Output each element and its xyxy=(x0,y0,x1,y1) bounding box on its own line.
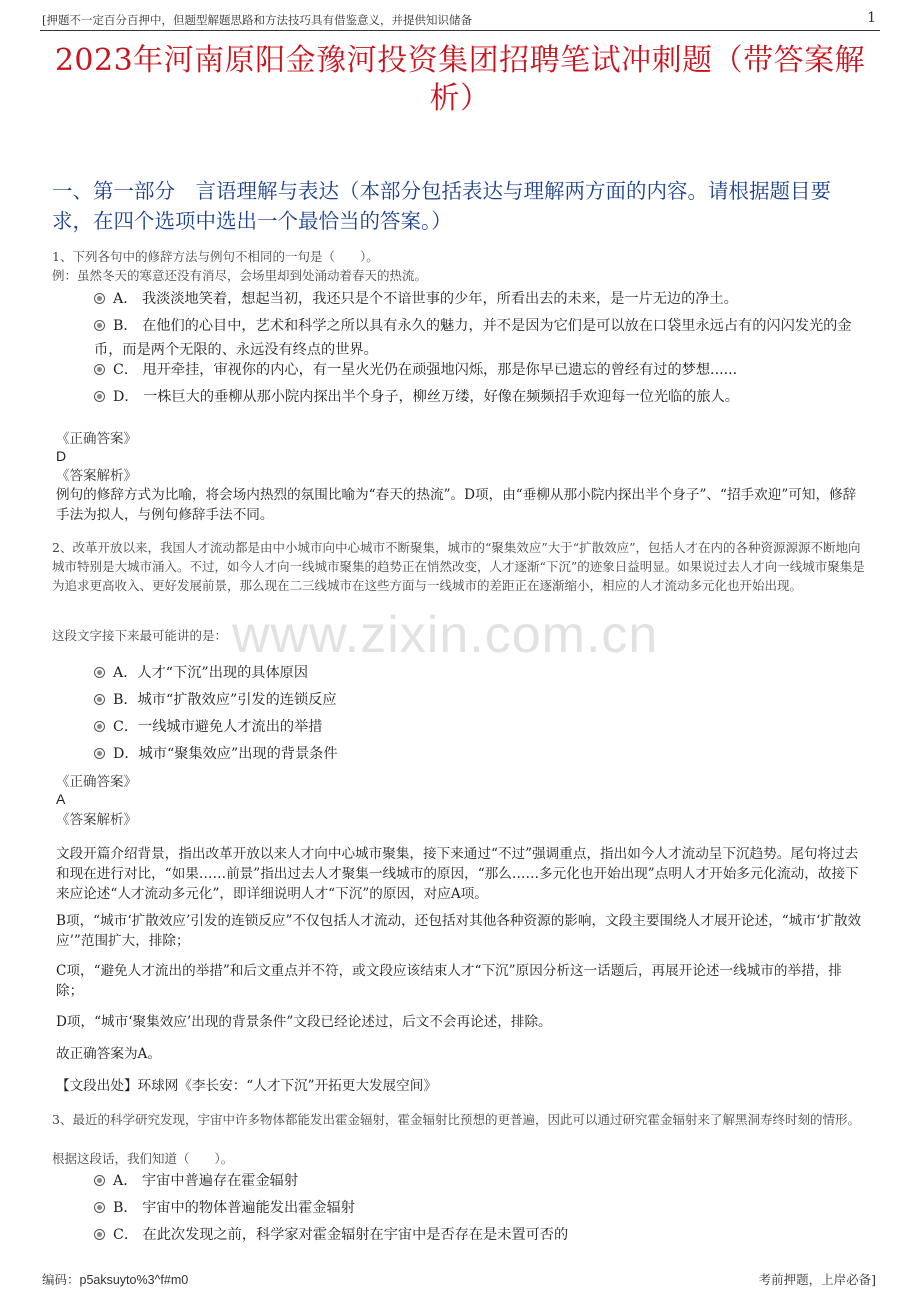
q1-option-a[interactable]: A． 我淡淡地笑着，想起当初，我还只是个不谙世事的少年，所看出去的未来，是一片无边的净土。 xyxy=(94,287,738,311)
q2-analysis-p3: C项，“避免人才流出的举措”和后文重点并不符，或文段应该结束人才“下沉”原因分析这一话题后，再展开论述一线城市的举措，排除； xyxy=(56,963,842,999)
q2-option-d[interactable]: D．城市“聚集效应”出现的背景条件 xyxy=(94,742,338,766)
radio-icon[interactable] xyxy=(94,721,105,732)
q3-option-a[interactable]: A． 宇宙中普遍存在霍金辐射 xyxy=(94,1169,298,1193)
q1-option-c[interactable]: C． 甩开牵挂，审视你的内心，有一星火光仍在顽强地闪烁，那是你早已遗忘的曾经有过的梦想...... xyxy=(94,358,737,382)
q2-answer: A xyxy=(56,791,66,807)
q2-analysis-p2: B项，“城市‘扩散效应’引发的连锁反应”不仅包括人才流动，还包括对其他各种资源的影响，文段主要围绕人才展开论述，“城市‘扩散效应’”范围扩大，排除； xyxy=(56,913,862,949)
radio-icon[interactable] xyxy=(94,293,105,304)
q3-option-b[interactable]: B． 宇宙中的物体普遍能发出霍金辐射 xyxy=(94,1196,355,1220)
q1-example: 例：虽然冬天的寒意还没有消尽，会场里却到处涌动着春天的热流。 xyxy=(52,268,428,283)
radio-icon[interactable] xyxy=(94,1175,105,1186)
q2-analysis-conclusion: 故正确答案为A。 xyxy=(56,1046,161,1062)
q1-stem: 1、下列各句中的修辞方法与例句不相同的一句是（ ）。 xyxy=(52,249,379,264)
q2-analysis-label: 《答案解析》 xyxy=(56,812,137,828)
q2-option-c[interactable]: C．一线城市避免人才流出的举措 xyxy=(94,715,322,739)
q1-answer: D xyxy=(56,448,67,464)
radio-icon[interactable] xyxy=(94,320,105,331)
q3-option-c[interactable]: C． 在此次发现之前，科学家对霍金辐射在宇宙中是否存在是未置可否的 xyxy=(94,1223,568,1247)
q2-source: 【文段出处】环球网《李长安：“人才下沉”开拓更大发展空间》 xyxy=(56,1078,437,1094)
q1-analysis-label: 《答案解析》 xyxy=(56,468,137,484)
q2-answer-label: 《正确答案》 xyxy=(56,774,137,790)
watermark: www.zixin.com.cn xyxy=(232,606,659,664)
radio-icon[interactable] xyxy=(94,391,105,402)
q2-analysis-p1: 文段开篇介绍背景，指出改革开放以来人才向中心城市聚集，接下来通过“不过”强调重点，指出如今人才流动呈下沉趋势。尾句将过去和现在进行对比，“如果……前景”指出过去人才聚集一线城市的原因，“那么……多元化也开始出现”点明人才开始多元化流动，故接下来应论述“人才流动多元化”，即详细说明人才“下沉”的原因，对应A项。 xyxy=(56,846,859,902)
q2-option-b[interactable]: B．城市“扩散效应”引发的连锁反应 xyxy=(94,688,337,712)
section-heading: 一、第一部分 言语理解与表达（本部分包括表达与理解两方面的内容。请根据题目要求，在四个选项中选出一个最恰当的答案。） xyxy=(52,179,831,233)
q2-analysis-p4: D项，“城市‘聚集效应’出现的背景条件”文段已经论述过，后文不会再论述，排除。 xyxy=(56,1014,552,1030)
q1-option-d[interactable]: D． 一株巨大的垂柳从那小院内探出半个身子，柳丝万缕，好像在频频招手欢迎每一位光临的旅人。 xyxy=(94,385,739,409)
q3-stem: 3、最近的科学研究发现，宇宙中许多物体都能发出霍金辐射，霍金辐射比预想的更普遍，因此可以通过研究霍金辐射来了解黑洞寿终时刻的情形。 xyxy=(52,1112,860,1127)
header-divider xyxy=(40,30,880,31)
radio-icon[interactable] xyxy=(94,748,105,759)
footer-code: 编码：p5aksuyto%3^f#m0 xyxy=(42,1273,189,1287)
header-disclaimer: [押题不一定百分百押中，但题型解题思路和方法技巧具有借鉴意义，并提供知识储备 xyxy=(42,13,472,27)
footer-slogan: 考前押题，上岸必备] xyxy=(758,1272,876,1287)
radio-icon[interactable] xyxy=(94,694,105,705)
q1-option-b[interactable]: B． 在他们的心目中，艺术和科学之所以具有永久的魅力，并不是因为它们是可以放在口袋里永远占有的闪闪发光的金币，而是两个无限的、永远没有终点的世界。 xyxy=(94,318,852,358)
q3-question: 根据这段话，我们知道（ ）。 xyxy=(52,1151,234,1166)
q1-analysis: 例句的修辞方式为比喻，将会场内热烈的氛围比喻为“春天的热流”。D项，由“垂柳从那小院内探出半个身子”、“招手欢迎”可知，修辞手法为拟人，与例句修辞手法不同。 xyxy=(56,487,857,523)
q2-option-a[interactable]: A．人才“下沉”出现的具体原因 xyxy=(94,661,308,685)
radio-icon[interactable] xyxy=(94,1229,105,1240)
q1-answer-label: 《正确答案》 xyxy=(56,431,137,447)
q2-stem: 2、改革开放以来，我国人才流动都是由中小城市向中心城市不断聚集，城市的“聚集效应”大于“扩散效应”，包括人才在内的各种资源源源不断地向城市特别是大城市涌入。不过，如今人才向一线城市聚集的趋势正在悄然改变，人才逐渐“下沉”的迹象日益明显。如果说过去人才向一线城市聚集是为追求更高收入、更好发展前景，那么现在二三线城市在这些方面与一线城市的差距正在逐渐缩小，相应的人才流动多元化也开始出现。 xyxy=(52,540,865,593)
document-title: 2023年河南原阳金豫河投资集团招聘笔试冲刺题（带答案解析） xyxy=(54,43,866,116)
q2-question: 这段文字接下来最可能讲的是： xyxy=(52,628,228,643)
radio-icon[interactable] xyxy=(94,364,105,375)
radio-icon[interactable] xyxy=(94,1202,105,1213)
page-number: 1 xyxy=(867,10,876,26)
radio-icon[interactable] xyxy=(94,667,105,678)
